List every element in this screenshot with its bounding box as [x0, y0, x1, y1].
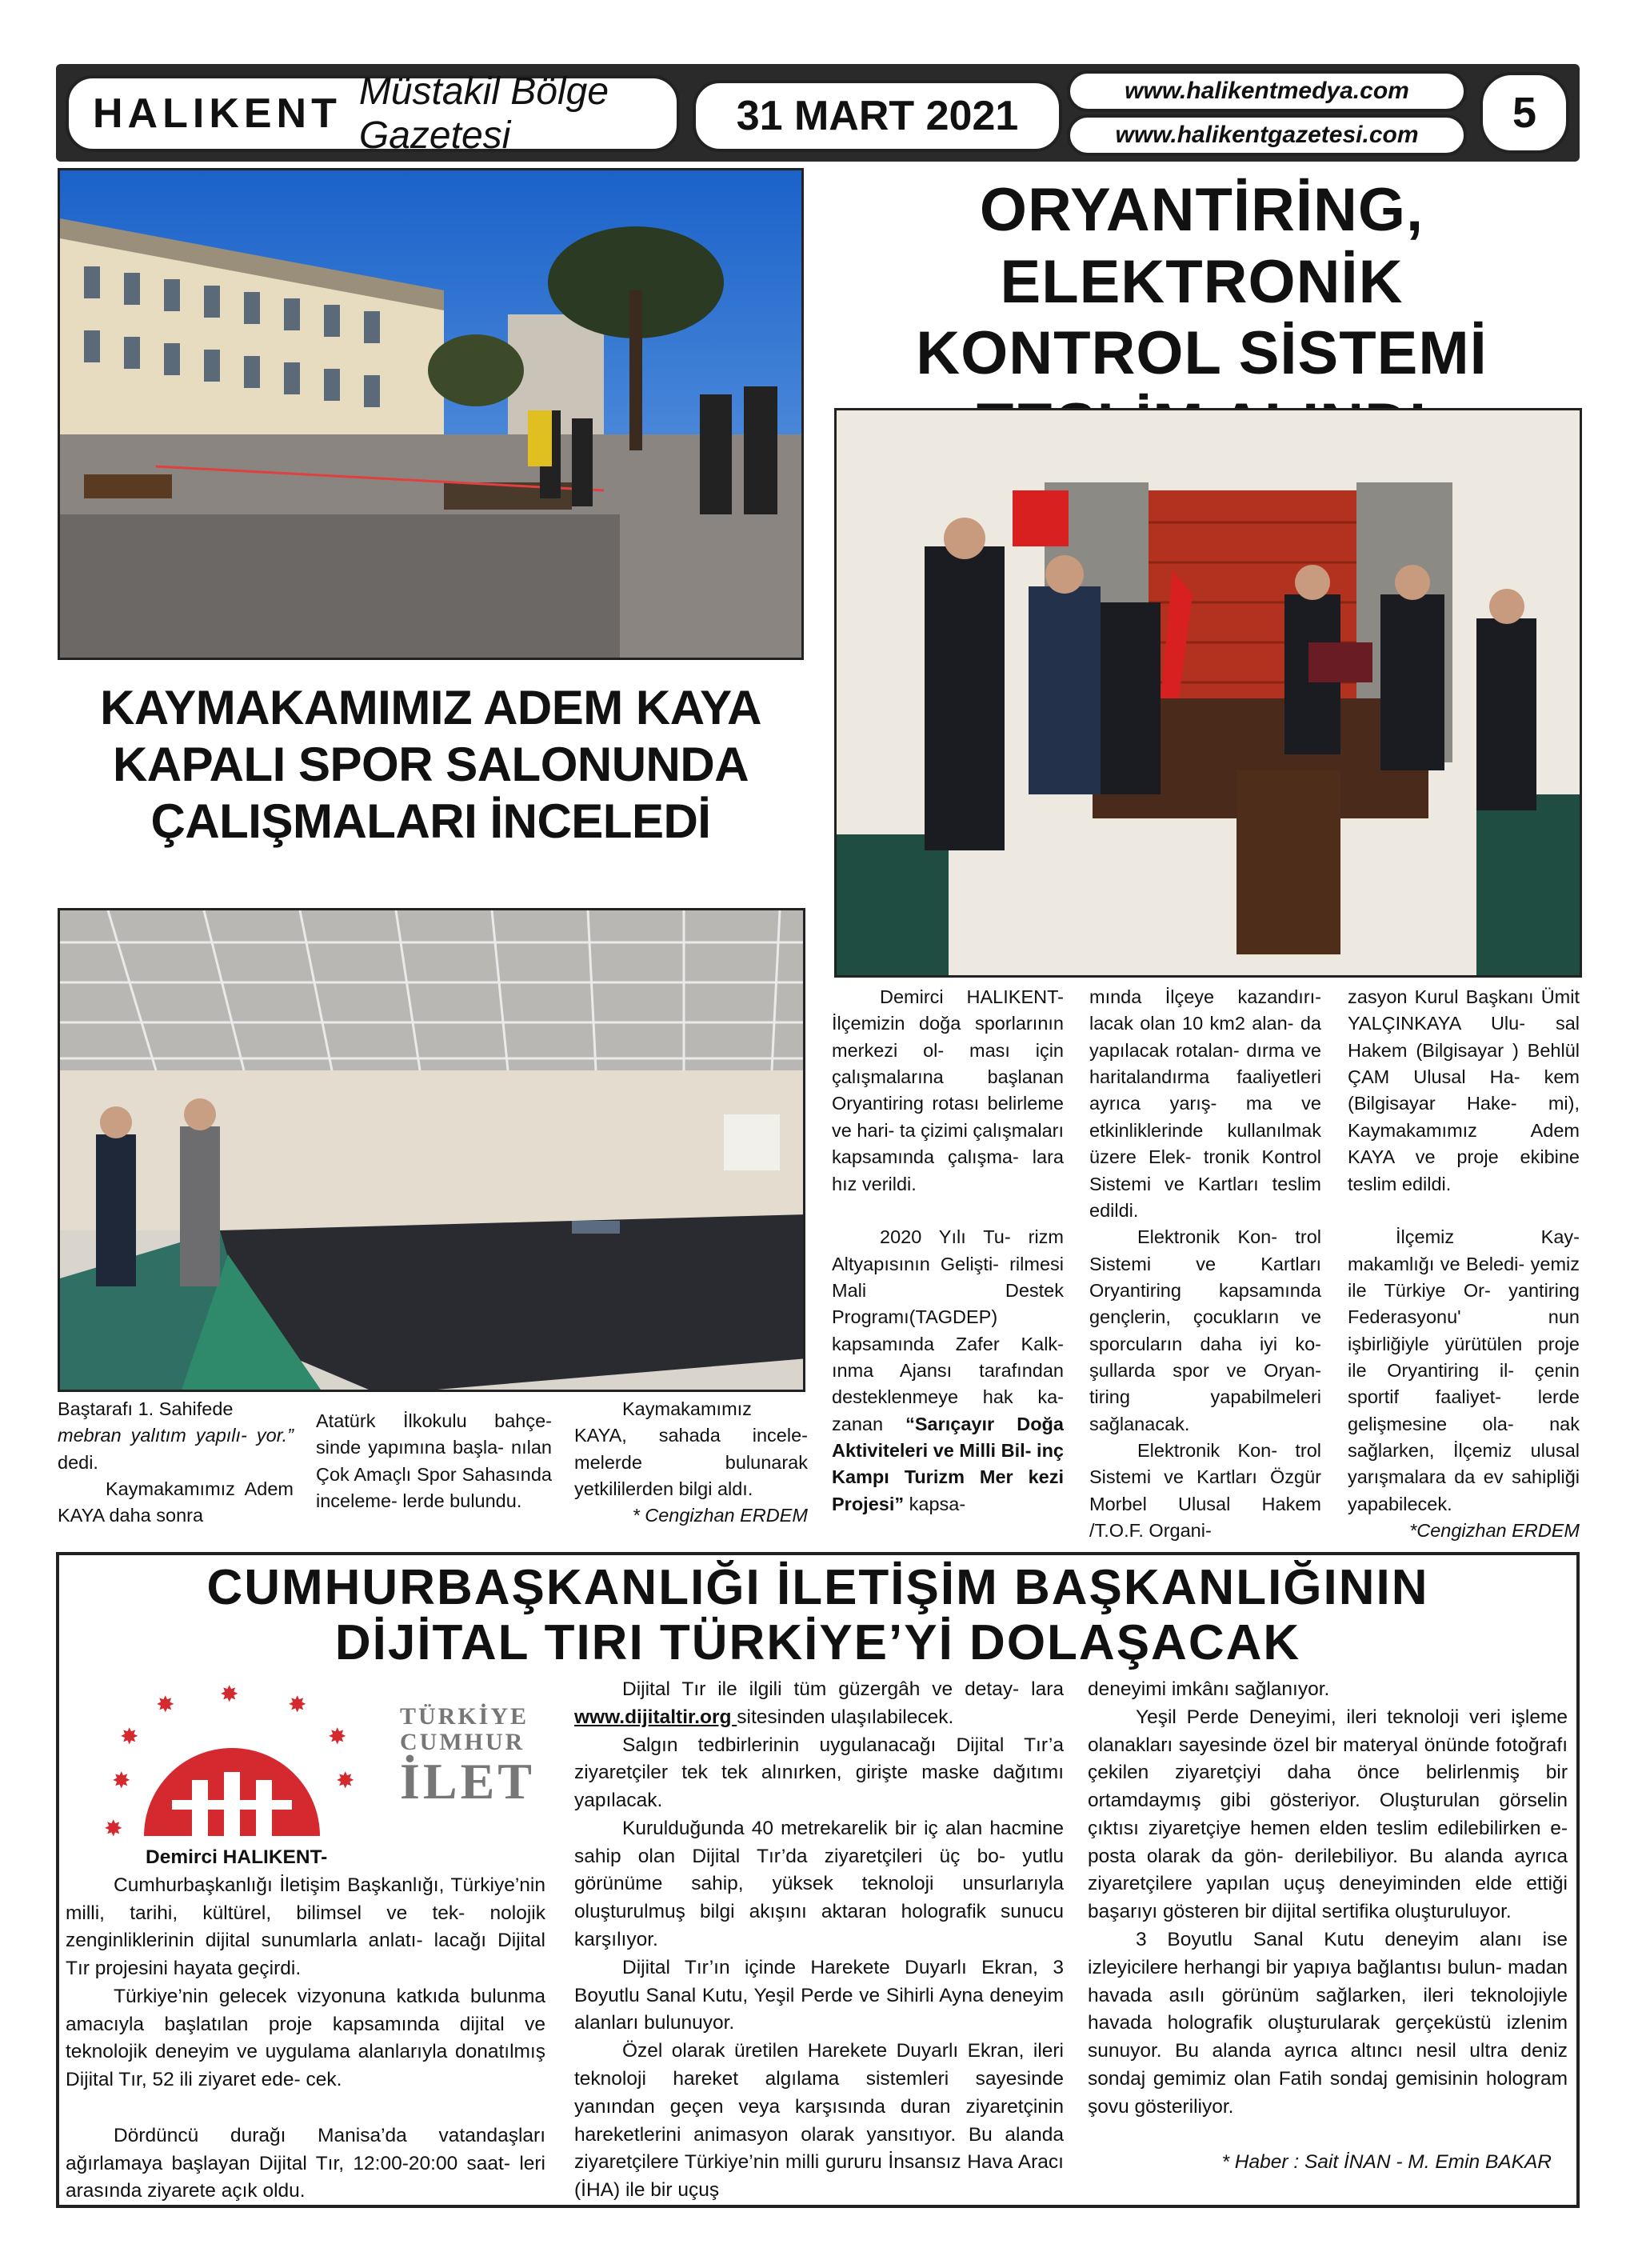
masthead-title: [66, 70, 680, 157]
quote-text: mebran yalıtım yapılı- yor.”: [58, 1425, 294, 1446]
photo-school-yard: [58, 168, 804, 660]
continuation-note: Baştarafı 1. Sahifede: [58, 1398, 234, 1419]
article2-column-3: [1348, 984, 1580, 1545]
article1-column-1: [58, 1396, 294, 1530]
paragraph: mında İlçeye kazandırı- lacak olan 10 km2 alan- da yapılacak rotalan- dırma ve haritalandırma faaliyetleri ayrıca yarış- ma ve etkinliklerinde kullanılmak üzere Elek- tronik Kontrol Sistemi ve Kartları teslim edildi.: [1089, 986, 1321, 1221]
issue-date: 31 MART 2021: [693, 80, 1062, 152]
logo-text: İLET: [400, 1753, 535, 1810]
paragraph: [832, 1224, 1064, 1518]
article3-column-1: [66, 1844, 545, 2206]
brand-subtitle: Müstakil Bölge Gazetesi: [358, 70, 609, 157]
paragraph: Dördüncü durağı Manisa’da vatandaşları ağırlamaya başlayan Dijital Tır, 12:00-20:00 saat- leri arasında ziyarete açık oldu.: [66, 2124, 545, 2202]
project-name: “Sarıçayır Doğa Aktiviteleri ve Milli Bil- inç Kampı Turizm Mer kezi Projesi”: [832, 1413, 1064, 1514]
paragraph: Cumhurbaşkanlığı İletişim Başkanlığı, Türkiye’nin milli, tarihi, kültürel, bilimsel ve tek- nolojik zenginliklerinin dijital sunumlarla anlatı- lacağı Dijital Tır projesini hayata geçirdi.: [66, 1874, 545, 1980]
headline-dijital-tir: [59, 1560, 1576, 1671]
paragraph-text: sitesinden ulaşılabilecek.: [737, 1706, 954, 1728]
paragraph: [58, 1422, 294, 1476]
paragraph: Elektronik Kon- trol Sistemi ve Kartları Özgür Morbel Ulusal Hakem /T.O.F. Organi-: [1089, 1440, 1321, 1542]
svg-text:✸: ✸: [104, 1815, 123, 1842]
svg-text:✸: ✸: [112, 1767, 131, 1794]
svg-text:✸: ✸: [328, 1723, 347, 1750]
page-number: 5: [1480, 72, 1569, 154]
school-yard-image: [60, 170, 804, 660]
logo-text: TÜRKİYE: [400, 1703, 529, 1730]
headline-line: DİJİTAL TIRI TÜRKİYE’Yİ DOLAŞACAK: [334, 1615, 1301, 1671]
dijitaltir-link[interactable]: www.dijitaltir.org: [574, 1706, 737, 1728]
paragraph: deneyimi imkânı sağlanıyor.: [1088, 1678, 1330, 1700]
headline-line: KONTROL SİSTEMİ: [916, 319, 1488, 388]
article3-column-3: [1088, 1676, 1568, 2177]
paragraph: Elektronik Kon- trol Sistemi ve Kartları Oryantiring kapsamında gençlerin, çocukların ve sporcuların daha iyi ko- şullarda spor ve Oryan- tiring yapabilmeleri sağlanacak.: [1089, 1226, 1321, 1434]
sports-hall-image: [60, 910, 805, 1392]
headline-line: KAPALI SPOR SALONUNDA: [112, 737, 749, 791]
paragraph: Dijital Tır’ın içinde Harekete Duyarlı Ekran, 3 Boyutlu Sanal Kutu, Yeşil Perde ve Sihirli Ayna deneyim alanları bulunuyor.: [574, 1956, 1064, 2034]
paragraph: Türkiye’nin gelecek vizyonuna katkıda bulunma amacıyla başlatılan proje kapsamında dijital ve teknolojik deneyim ve uygulama alanlarıyla donatılmış Dijital Tır, 52 ili ziyaret ede- cek.: [66, 1985, 545, 2091]
paragraph: Kurulduğunda 40 metrekarelik bir iç alan hacmine sahip olan Dijital Tır’da ziyaretçileri üç bo- yutlu görünüme sahip, yüksek teknoloji unsurlarıyla oluşturulmuş bilgi akışını aktaran holografik sunucu karşılıyor.: [574, 1817, 1064, 1951]
iletisim-logo: [96, 1684, 368, 1844]
logo-wordmark: [400, 1704, 544, 1808]
paragraph: 3 Boyutlu Sanal Kutu deneyim alanı ise izleyicilere herhangi bir yapıya bağlantısı bulun- madan havada asılı görünüm sağlarken, ileri teknolojiyle havada holografik oluşturularak gerçeküstü izlenim sunuyor. Bu alanda ayrıca altıncı nesil ultra deniz sondaj gemimiz olan Fatih sondaj gemisinin hologram şovu gösteriliyor.: [1088, 1929, 1568, 2118]
paragraph: Özel olarak üretilen Harekete Duyarlı Ekran, ileri teknoloji hareket algılama sistemleri sayesinde yanından geçen veya karşısında duran ziyaretçinin hareketlerini animasyon olarak yansıtıyor. Bu alanda ziyaretçilere Türkiye’nin milli gururu İnsansız Hava Aracı (İHA) ile bir uçuş: [574, 2040, 1064, 2202]
website-url-2[interactable]: www.halikentgazetesi.com: [1067, 114, 1467, 156]
article1-column-3: [574, 1396, 808, 1530]
paragraph: Demirci HALIKENT- İlçemizin doğa sporlarının merkezi ol- ması için çalışmalarına başlanan Oryantiring rotası belirleme ve hari- ta çizimi çalışmaları kapsamında çalışma- lara hız verildi.: [832, 986, 1064, 1194]
paragraph-text: 2020 Yılı Tu- rizm Altyapısının Gelişti- rilmesi Mali Destek Programı(TAGDEP) kapsamında Zafer Kalk- ınma Ajansı tarafından desteklenmeye hak ka- zanan: [832, 1226, 1064, 1434]
svg-text:✸: ✸: [288, 1691, 307, 1718]
byline: *Cengizhan ERDEM: [1409, 1520, 1580, 1542]
article2-column-2: [1089, 984, 1321, 1545]
svg-text:✸: ✸: [220, 1684, 239, 1707]
paragraph-text: dedi.: [58, 1451, 98, 1473]
paragraph-text: Dijital Tır ile ilgili tüm güzergâh ve detay- lara: [622, 1678, 1064, 1700]
svg-text:✸: ✸: [336, 1767, 355, 1794]
article2-column-1: [832, 984, 1064, 1518]
paragraph: Kaymakamımız Adem KAYA daha sonra: [58, 1478, 294, 1526]
photo-sports-hall: [58, 908, 805, 1392]
article3-column-2: [574, 1676, 1064, 2205]
article-lead: Demirci HALIKENT-: [146, 1846, 328, 1868]
byline: * Cengizhan ERDEM: [632, 1505, 808, 1526]
photo-office-handover: [834, 408, 1582, 978]
office-handover-image: [837, 410, 1582, 978]
headline-line: ORYANTİRİNG, ELEKTRONİK: [979, 176, 1424, 316]
logo-emblem-icon: [96, 1684, 368, 1844]
byline: * Haber : Sait İNAN - M. Emin BAKAR: [1221, 2151, 1552, 2174]
svg-text:✸: ✸: [120, 1723, 139, 1750]
headline-line: ÇALIŞMALARI İNCELEDİ: [150, 794, 711, 848]
paragraph: [574, 1676, 1064, 1732]
article1-column-2: [316, 1408, 552, 1514]
headline-line: KAYMAKAMIMIZ ADEM KAYA: [100, 681, 761, 734]
paragraph-text: kapsa-: [904, 1493, 966, 1514]
paragraph: Salgın tedbirlerinin uygulanacağı Dijital Tır’a ziyaretçiler tek tek alınırken, girişte maske dağıtımı yapılacak.: [574, 1734, 1064, 1812]
paragraph: Yeşil Perde Deneyimi, ileri teknoloji veri işleme olanakları sayesinde özel bir materyal önünde fotoğrafı çekilen ziyaretçiyi daha önce belirlenmiş bir ortamdaymış gibi gösteriyor. Oluşturulan görselin çıktısı ziyaretçiye hemen elden teslim edilebilirken e-posta olarak da gön- derilebiliyor. Bu alanda ayrıca ziyaretçilere yapılan uçuş deneyiminden elde ettiği başarıyı gösteren bir dijital sertifika oluşturuluyor.: [1088, 1706, 1568, 1923]
svg-text:✸: ✸: [156, 1691, 175, 1718]
paragraph: Atatürk İlkokulu bahçe- sinde yapımına başla- nılan Çok Amaçlı Spor Sahasında inceleme- lerde bulundu.: [316, 1410, 552, 1512]
headline-kaymakam: [58, 680, 804, 850]
logo-text: CUMHUR: [400, 1728, 525, 1755]
paragraph: zasyon Kurul Başkanı Ümit YALÇINKAYA Ulu- sal Hakem (Bilgisayar ) Behlül ÇAM Ulusal Ha- kem (Bilgisayar Hake- mi), Kaymakamımız Adem KAYA ve proje ekibine teslim edildi.: [1348, 986, 1580, 1194]
brand-name: HALIKENT: [93, 90, 342, 137]
paragraph: İlçemiz Kay- makamlığı ve Beledi- yemiz ile Türkiye Or- yantiring Federasyonu' nun işbirliğiyle yürütülen proje ile Oryantiring il- çenin sportif faaliyet- lerde gelişmesine ola- nak sağlarken, İlçemiz ulusal yarışmalara da ev sahipliği yapabilecek.: [1348, 1226, 1580, 1514]
headline-line: CUMHURBAŞKANLIĞI İLETİŞİM BAŞKANLIĞININ: [206, 1560, 1429, 1615]
paragraph: Kaymakamımız KAYA, sahada incele- melerde bulunarak yetkililerden bilgi aldı.: [574, 1398, 808, 1500]
website-url-1[interactable]: www.halikentmedya.com: [1067, 70, 1467, 112]
